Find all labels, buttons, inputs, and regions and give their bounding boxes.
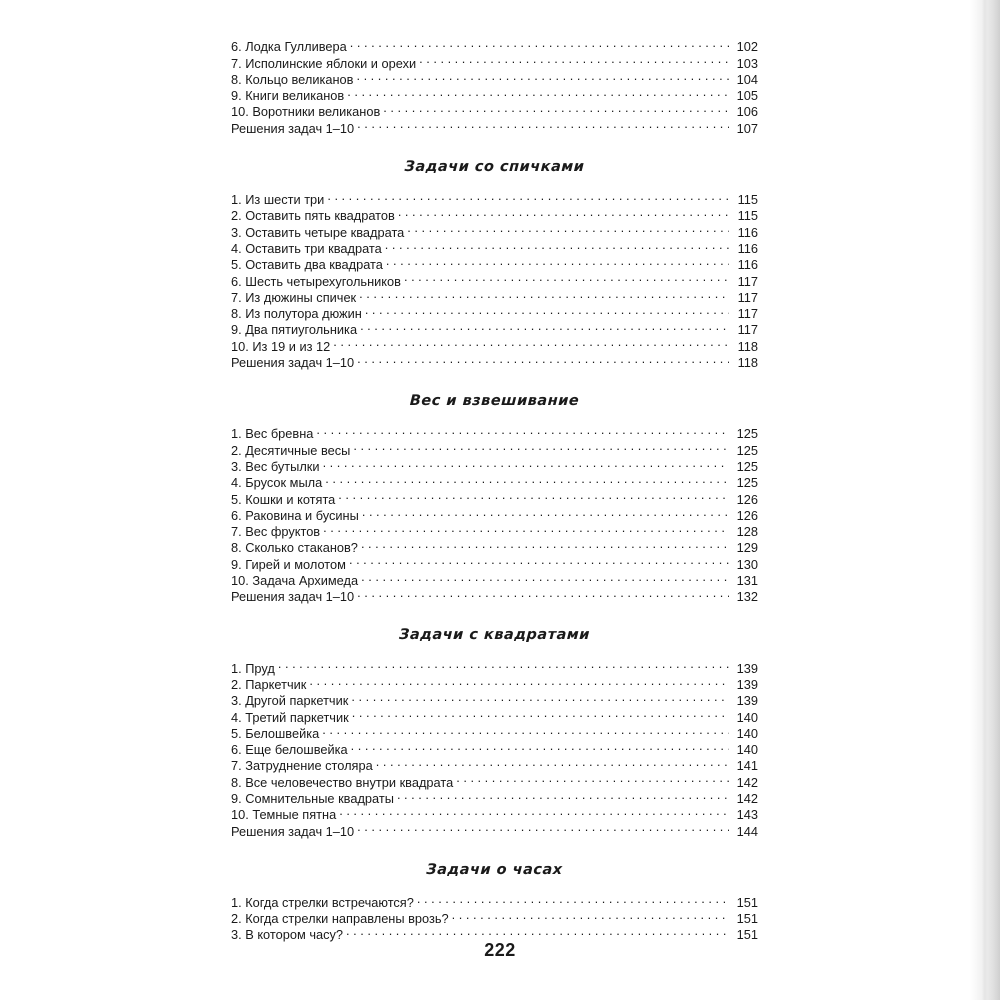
entry-title: 10. Из 19 и из 12: [231, 338, 331, 354]
toc-section: [231, 859, 758, 943]
toc-entry: [231, 689, 758, 709]
dot-leader: [357, 819, 729, 835]
entry-page-number: 117: [737, 322, 758, 338]
dot-leader: [316, 422, 729, 438]
entry-page-number: 125: [736, 442, 758, 458]
entry-page-number: 102: [736, 39, 758, 55]
entry-title: 1. Когда стрелки встречаются?: [231, 894, 414, 910]
dot-leader: [362, 504, 729, 520]
dot-leader: [322, 722, 729, 738]
entry-page-number: 140: [736, 709, 758, 725]
entry-title: 10. Воротники великанов: [231, 104, 381, 120]
entry-title: 3. В котором часу?: [231, 927, 344, 943]
dot-leader: [456, 770, 729, 786]
dot-leader: [351, 689, 729, 705]
toc-entry: [231, 891, 758, 910]
entry-page-number: 116: [737, 257, 758, 273]
entry-page-number: 125: [736, 458, 758, 474]
dot-leader: [407, 220, 729, 236]
entry-page-number: 105: [736, 88, 758, 104]
dot-leader: [357, 351, 729, 367]
entry-page-number: 117: [737, 273, 758, 289]
entry-page-number: 106: [736, 104, 758, 120]
entry-page-number: 140: [736, 725, 758, 741]
entry-title: 1. Вес бревна: [231, 426, 314, 442]
dot-leader: [333, 334, 729, 350]
dot-leader: [325, 471, 729, 487]
entry-title: 1. Из шести три: [231, 192, 325, 208]
entry-title: 5. Оставить два квадрата: [231, 257, 383, 273]
entry-page-number: 143: [736, 807, 758, 823]
dot-leader: [347, 84, 729, 100]
dot-leader: [357, 585, 729, 601]
entry-page-number: 126: [736, 507, 758, 523]
entry-title: 3. Вес бутылки: [231, 458, 320, 474]
entry-title: Решения задач 1–10: [231, 120, 355, 136]
entry-title: 7. Вес фруктов: [231, 524, 321, 540]
entry-page-number: 115: [737, 192, 758, 208]
dot-leader: [323, 520, 729, 536]
dot-leader: [385, 237, 729, 253]
dot-leader: [404, 269, 729, 285]
entry-title: 9. Два пятиугольника: [231, 322, 358, 338]
dot-leader: [353, 438, 729, 454]
entry-title: 2. Паркетчик: [231, 676, 307, 692]
dot-leader: [356, 68, 729, 84]
entry-title: 6. Шесть четырехугольников: [231, 273, 401, 289]
dot-leader: [361, 536, 729, 552]
table-of-contents: [231, 35, 758, 943]
entry-title: 8. Все человечество внутри квадрата: [231, 774, 454, 790]
entry-page-number: 151: [736, 927, 758, 943]
entry-title: 9. Книги великанов: [231, 88, 345, 104]
dot-leader: [365, 302, 729, 318]
section-heading: Задачи о часах: [425, 861, 564, 878]
entry-title: 9. Гирей и молотом: [231, 556, 346, 572]
dot-leader: [452, 907, 729, 923]
entry-page-number: 103: [736, 55, 758, 71]
dot-leader: [309, 673, 729, 689]
toc-section: [231, 624, 758, 839]
entry-page-number: 139: [736, 676, 758, 692]
page-edge-fold: [982, 0, 988, 1000]
dot-leader: [376, 754, 729, 770]
toc-entry: [231, 188, 758, 208]
dot-leader: [361, 569, 729, 585]
entry-page-number: 125: [736, 475, 758, 491]
entry-title: 2. Когда стрелки направлены врозь?: [231, 911, 449, 927]
dot-leader: [359, 286, 729, 302]
entry-page-number: 118: [737, 355, 758, 371]
toc-entry: [231, 673, 758, 692]
entry-page-number: 118: [737, 338, 758, 354]
entry-page-number: 107: [736, 120, 758, 136]
entry-page-number: 117: [737, 306, 758, 322]
toc-entry: [231, 656, 758, 676]
dot-leader: [419, 51, 729, 67]
dot-leader: [327, 188, 729, 204]
entry-page-number: 139: [736, 660, 758, 676]
dot-leader: [386, 253, 729, 269]
entry-page-number: 115: [737, 208, 758, 224]
entry-title: 5. Белошвейка: [231, 725, 320, 741]
section-heading: Вес и взвешивание: [409, 393, 580, 410]
entry-title: 5. Кошки и котята: [231, 491, 336, 507]
entry-title: 2. Десятичные весы: [231, 442, 351, 458]
dot-leader: [339, 803, 729, 819]
dot-leader: [352, 705, 729, 721]
toc-section: [231, 156, 758, 371]
entry-title: 8. Кольцо великанов: [231, 71, 354, 87]
dot-leader: [349, 552, 729, 568]
entry-page-number: 140: [736, 742, 758, 758]
entry-title: 6. Лодка Гулливера: [231, 39, 347, 55]
entry-page-number: 131: [736, 573, 758, 589]
entry-title: 3. Оставить четыре квадрата: [231, 224, 405, 240]
entry-title: 6. Еще белошвейка: [231, 742, 348, 758]
entry-title: 7. Затруднение столяра: [231, 758, 373, 774]
toc-section: [231, 35, 758, 136]
entry-title: 4. Оставить три квадрата: [231, 240, 382, 256]
toc-entry: [231, 422, 758, 442]
entry-title: 4. Брусок мыла: [231, 475, 323, 491]
entry-title: 8. Из полутора дюжин: [231, 306, 362, 322]
entry-page-number: 151: [736, 911, 758, 927]
dot-leader: [398, 204, 729, 220]
entry-page-number: 126: [736, 491, 758, 507]
entry-page-number: 117: [737, 289, 758, 305]
dot-leader: [360, 318, 729, 334]
entry-title: Решения задач 1–10: [231, 823, 355, 839]
entry-title: 3. Другой паркетчик: [231, 693, 349, 709]
entry-page-number: 142: [736, 790, 758, 806]
dot-leader: [357, 116, 729, 132]
entry-page-number: 125: [736, 426, 758, 442]
entry-title: 10. Темные пятна: [231, 807, 337, 823]
entry-page-number: 141: [736, 758, 758, 774]
entry-title: 9. Сомнительные квадраты: [231, 790, 394, 806]
entry-page-number: 132: [736, 589, 758, 605]
entry-page-number: 128: [736, 524, 758, 540]
dot-leader: [338, 487, 729, 503]
entry-page-number: 151: [736, 894, 758, 910]
dot-leader: [346, 923, 729, 939]
page-number: 222: [484, 940, 516, 960]
entry-page-number: 116: [737, 224, 758, 240]
entry-page-number: 116: [737, 240, 758, 256]
entry-title: 2. Оставить пять квадратов: [231, 208, 395, 224]
entry-page-number: 142: [736, 774, 758, 790]
entry-page-number: 104: [736, 71, 758, 87]
entry-page-number: 129: [736, 540, 758, 556]
entry-title: 6. Раковина и бусины: [231, 507, 359, 523]
dot-leader: [383, 100, 729, 116]
entry-page-number: 139: [736, 693, 758, 709]
entry-title: 8. Сколько стаканов?: [231, 540, 358, 556]
entry-title: Решения задач 1–10: [231, 355, 355, 371]
toc-entry: [231, 35, 758, 55]
entry-title: Решения задач 1–10: [231, 589, 355, 605]
entry-title: 1. Пруд: [231, 660, 275, 676]
dot-leader: [278, 656, 729, 672]
entry-title: 10. Задача Архимеда: [231, 573, 359, 589]
dot-leader: [397, 787, 729, 803]
entry-page-number: 144: [736, 823, 758, 839]
section-heading: Задачи со спичками: [404, 158, 585, 175]
section-heading: Задачи с квадратами: [398, 627, 591, 644]
entry-title: 4. Третий паркетчик: [231, 709, 349, 725]
dot-leader: [350, 35, 729, 51]
entry-title: 7. Из дюжины спичек: [231, 289, 357, 305]
entry-title: 7. Исполинские яблоки и орехи: [231, 55, 417, 71]
dot-leader: [323, 455, 729, 471]
dot-leader: [351, 738, 729, 754]
entry-page-number: 130: [736, 556, 758, 572]
dot-leader: [417, 891, 729, 907]
toc-section: [231, 390, 758, 605]
